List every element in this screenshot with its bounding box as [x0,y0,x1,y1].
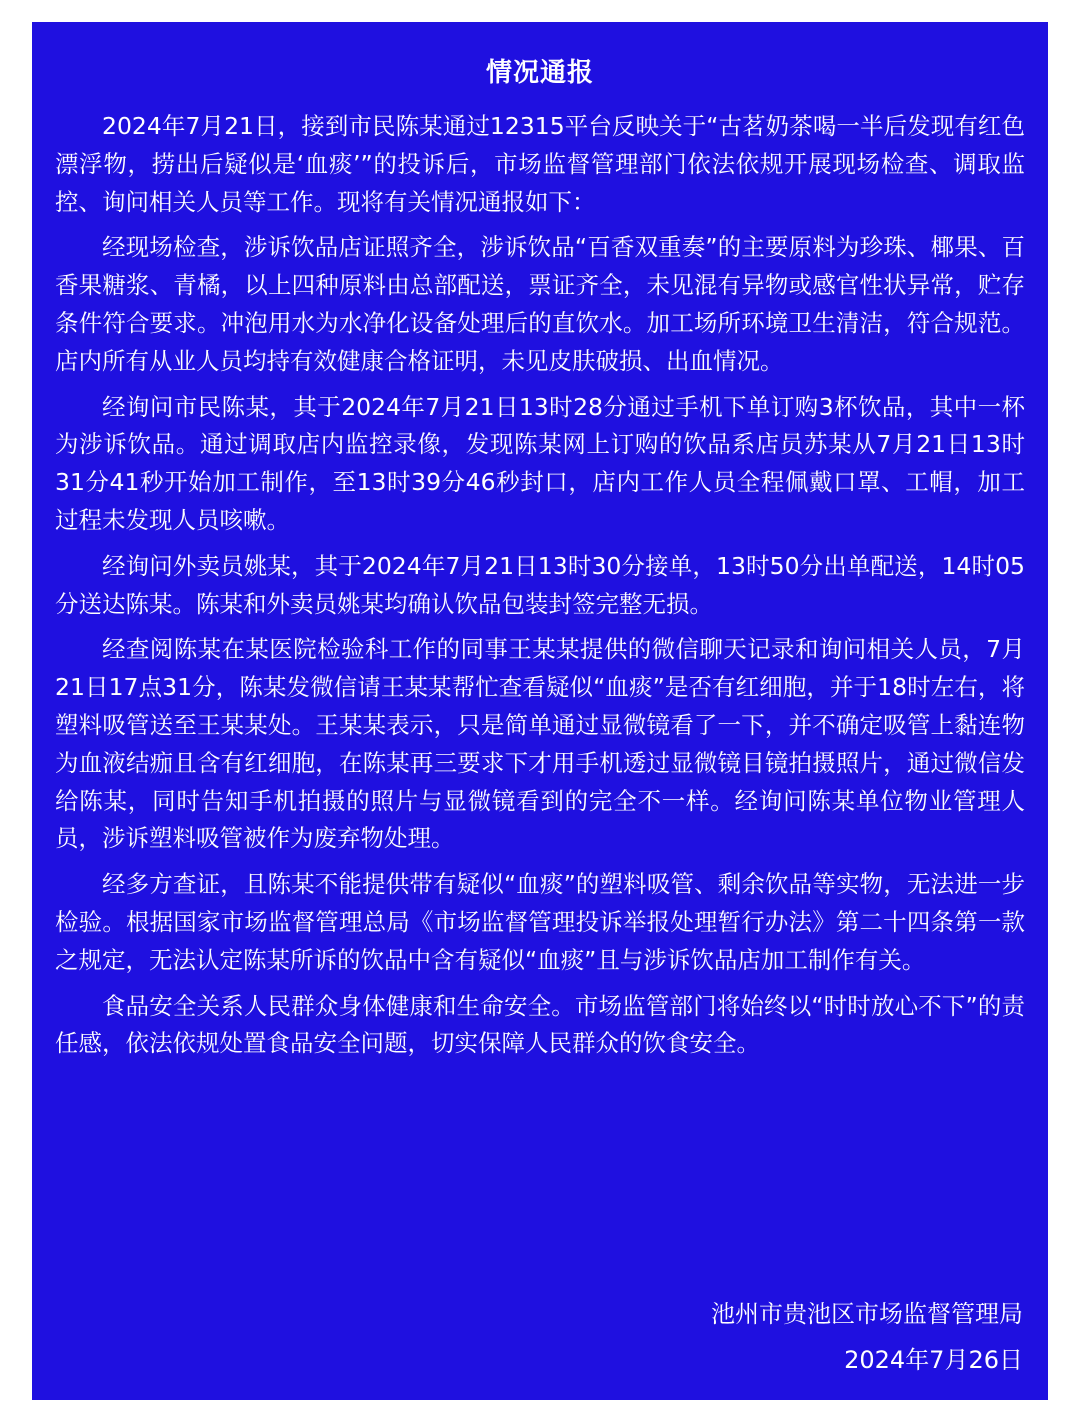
paragraph-customer-inquiry: 经询问市民陈某，其于2024年7月21日13时28分通过手机下单订购3杯饮品，其中一杯为涉诉饮品。通过调取店内监控录像，发现陈某网上订购的饮品系店员苏某从7月21日13时31分41秒开始加工制作，至13时39分46秒封口，店内工作人员全程佩戴口罩、工帽，加工过程未发现人员咳嗽。 [55,392,1025,534]
paragraph-closing: 食品安全关系人民群众身体健康和生命安全。市场监管部门将始终以“时时放心不下”的责任感，依法依规处置食品安全问题，切实保障人民群众的饮食安全。 [55,991,1025,1058]
paragraph-colleague-inquiry: 经查阅陈某在某医院检验科工作的同事王某某提供的微信聊天记录和询问相关人员，7月21日17点31分，陈某发微信请王某某帮忙查看疑似“血痰”是否有红细胞，并于18时左右，将塑料吸管送至王某某处。王某某表示，只是简单通过显微镜看了一下，并不确定吸管上黏连物为血液结痂且含有红细胞，在陈某再三要求下才用手机透过显微镜目镜拍摄照片，通过微信发给陈某，同时告知手机拍摄的照片与显微镜看到的完全不一样。经询问陈某单位物业管理人员，涉诉塑料吸管被作为废弃物处理。 [55,635,1025,853]
issuer-signature: 池州市贵池区市场监督管理局 [711,1300,1023,1328]
document-title: 情况通报 [485,58,594,88]
paragraph-intro: 2024年7月21日，接到市民陈某通过12315平台反映关于“古茗奶茶喝一半后发现有红色漂浮物，捞出后疑似是‘血痰’”的投诉后，市场监督管理部门依法依规开展现场检查、调取监控、询问相关人员等工作。现将有关情况通报如下： [55,112,1025,216]
notice-panel [32,22,1048,1400]
paragraph-delivery-inquiry: 经询问外卖员姚某，其于2024年7月21日13时30分接单，13时50分出单配送，14时05分送达陈某。陈某和外卖员姚某均确认饮品包装封签完整无损。 [55,551,1025,618]
paragraph-inspection: 经现场检查，涉诉饮品店证照齐全，涉诉饮品“百香双重奏”的主要原料为珍珠、椰果、百香果糖浆、青橘，以上四种原料由总部配送，票证齐全，未见混有异物或感官性状异常，贮存条件符合要求。冲泡用水为水净化设备处理后的直饮水。加工场所环境卫生清洁，符合规范。店内所有从业人员均持有效健康合格证明，未见皮肤破损、出血情况。 [55,233,1025,375]
issue-date: 2024年7月26日 [844,1346,1023,1374]
paragraph-conclusion: 经多方查证，且陈某不能提供带有疑似“血痰”的塑料吸管、剩余饮品等实物，无法进一步检验。根据国家市场监督管理总局《市场监督管理投诉举报处理暂行办法》第二十四条第一款之规定，无法认定陈某所诉的饮品中含有疑似“血痰”且与涉诉饮品店加工制作有关。 [55,870,1025,974]
document-body [55,108,1025,1071]
